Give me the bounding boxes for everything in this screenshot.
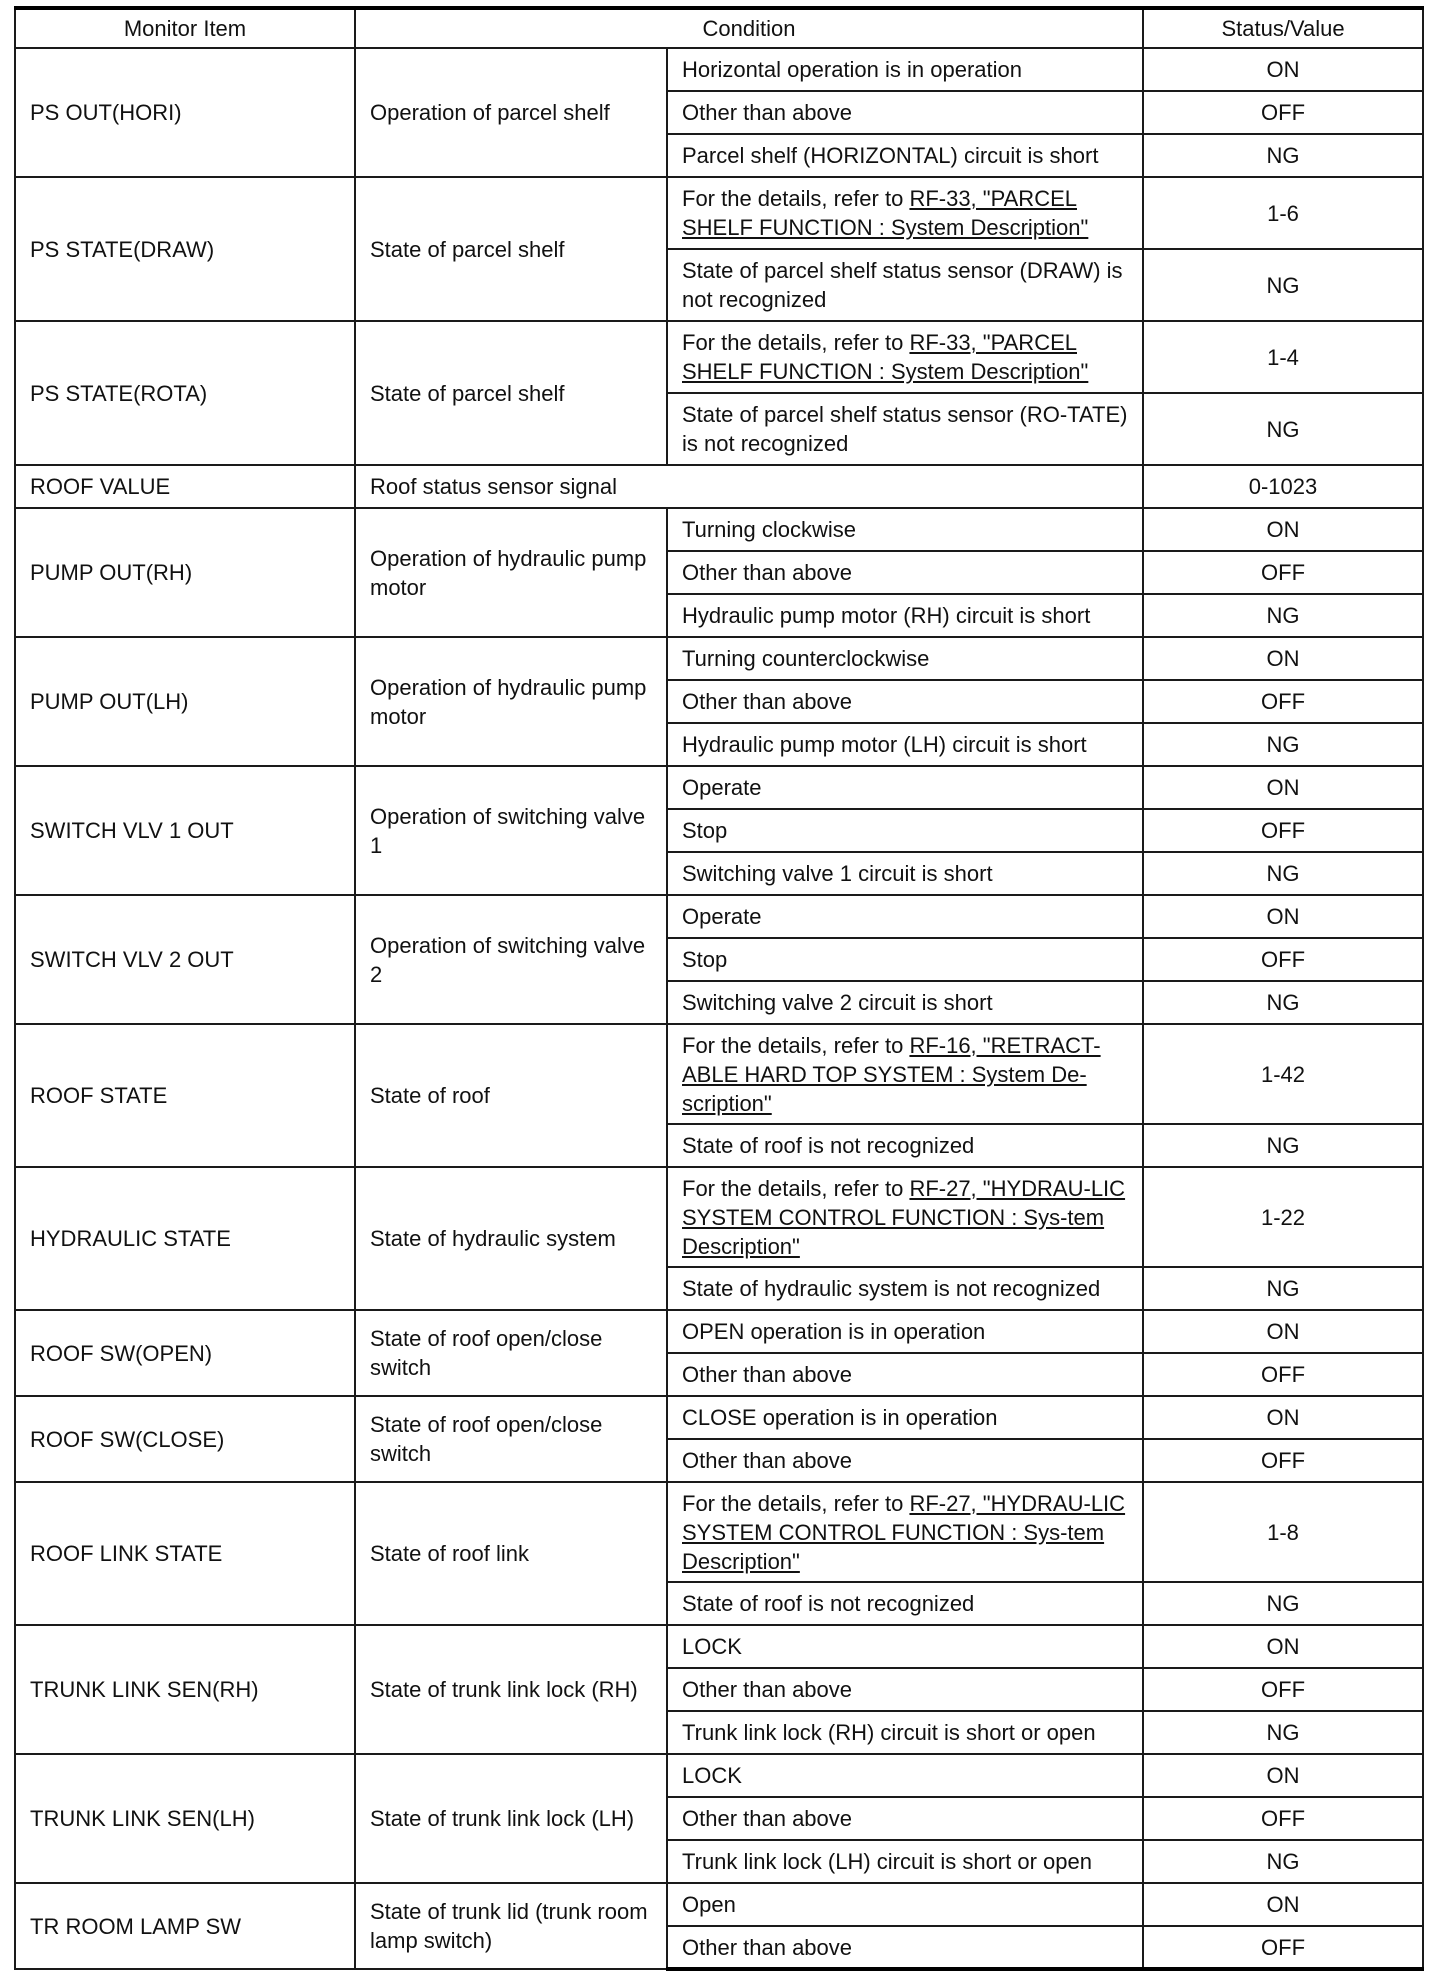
- value-cell: OFF: [1143, 91, 1423, 134]
- value-cell: NG: [1143, 393, 1423, 465]
- condition-cell: State of parcel shelf: [355, 177, 667, 321]
- detail-cell: OPEN operation is in operation: [667, 1310, 1143, 1353]
- reference-link[interactable]: RF-27, "HYDRAU-LIC SYSTEM CONTROL FUNCTION : Sys-tem Description": [682, 1175, 1126, 1259]
- detail-cell: Operate: [667, 895, 1143, 938]
- table-body: [15, 48, 1423, 1969]
- value-cell: 0-1023: [1143, 465, 1423, 508]
- detail-cell: Other than above: [667, 1668, 1143, 1711]
- condition-cell: State of trunk link lock (LH): [355, 1754, 667, 1883]
- table-row: [15, 1396, 1423, 1439]
- monitor-item-cell: HYDRAULIC STATE: [15, 1167, 355, 1310]
- value-cell: NG: [1143, 1582, 1423, 1625]
- value-cell: NG: [1143, 981, 1423, 1024]
- value-cell: NG: [1143, 852, 1423, 895]
- value-cell: OFF: [1143, 1439, 1423, 1482]
- value-cell: OFF: [1143, 938, 1423, 981]
- condition-cell: State of roof open/close switch: [355, 1396, 667, 1482]
- value-cell: NG: [1143, 1840, 1423, 1883]
- value-cell: 1-42: [1143, 1024, 1423, 1124]
- value-cell: NG: [1143, 723, 1423, 766]
- detail-cell: [667, 1482, 1143, 1582]
- value-cell: OFF: [1143, 1668, 1423, 1711]
- table-row: [15, 1883, 1423, 1926]
- detail-cell: State of roof is not recognized: [667, 1582, 1143, 1625]
- value-cell: OFF: [1143, 551, 1423, 594]
- monitor-item-cell: ROOF LINK STATE: [15, 1482, 355, 1625]
- detail-cell: State of parcel shelf status sensor (DRAW) is not recognized: [667, 249, 1143, 321]
- detail-cell: State of parcel shelf status sensor (RO-TATE) is not recognized: [667, 393, 1143, 465]
- header-row: [15, 8, 1423, 48]
- value-cell: NG: [1143, 134, 1423, 177]
- condition-cell: Operation of switching valve 2: [355, 895, 667, 1024]
- table-row: [15, 465, 1423, 508]
- table-row: [15, 1754, 1423, 1797]
- monitor-item-cell: ROOF STATE: [15, 1024, 355, 1167]
- detail-cell: Operate: [667, 766, 1143, 809]
- value-cell: NG: [1143, 249, 1423, 321]
- value-cell: ON: [1143, 508, 1423, 551]
- detail-cell: Switching valve 2 circuit is short: [667, 981, 1143, 1024]
- condition-cell: Operation of parcel shelf: [355, 48, 667, 177]
- detail-text: For the details, refer to: [682, 330, 910, 355]
- condition-cell: State of roof: [355, 1024, 667, 1167]
- header-status-value: Status/Value: [1143, 8, 1423, 48]
- detail-cell: State of roof is not recognized: [667, 1124, 1143, 1167]
- monitor-item-cell: ROOF SW(CLOSE): [15, 1396, 355, 1482]
- detail-cell: Turning clockwise: [667, 508, 1143, 551]
- monitor-item-cell: PS STATE(DRAW): [15, 177, 355, 321]
- detail-cell: Other than above: [667, 91, 1143, 134]
- monitor-item-cell: PUMP OUT(RH): [15, 508, 355, 637]
- condition-cell: Operation of hydraulic pump motor: [355, 508, 667, 637]
- value-cell: OFF: [1143, 1797, 1423, 1840]
- condition-cell: Operation of hydraulic pump motor: [355, 637, 667, 766]
- value-cell: NG: [1143, 594, 1423, 637]
- table-row: [15, 1024, 1423, 1124]
- condition-cell: State of parcel shelf: [355, 321, 667, 465]
- monitor-item-table: [14, 6, 1424, 1971]
- detail-cell: Trunk link lock (RH) circuit is short or open: [667, 1711, 1143, 1754]
- monitor-item-cell: ROOF SW(OPEN): [15, 1310, 355, 1396]
- table-row: [15, 48, 1423, 91]
- monitor-item-cell: PS OUT(HORI): [15, 48, 355, 177]
- value-cell: ON: [1143, 766, 1423, 809]
- detail-cell: Switching valve 1 circuit is short: [667, 852, 1143, 895]
- detail-cell: Open: [667, 1883, 1143, 1926]
- table-row: [15, 766, 1423, 809]
- detail-cell: Horizontal operation is in operation: [667, 48, 1143, 91]
- reference-link[interactable]: RF-27, "HYDRAU-LIC SYSTEM CONTROL FUNCTION : Sys-tem Description": [682, 1490, 1126, 1574]
- monitor-item-cell: ROOF VALUE: [15, 465, 355, 508]
- value-cell: NG: [1143, 1267, 1423, 1310]
- value-cell: OFF: [1143, 680, 1423, 723]
- detail-cell: [667, 1167, 1143, 1267]
- table-row: [15, 1310, 1423, 1353]
- value-cell: 1-8: [1143, 1482, 1423, 1582]
- detail-text: For the details, refer to: [682, 1175, 910, 1201]
- monitor-table-container: [14, 6, 1422, 1971]
- detail-cell: Other than above: [667, 1797, 1143, 1840]
- detail-cell: Other than above: [667, 1926, 1143, 1969]
- condition-cell: State of trunk lid (trunk room lamp switch): [355, 1883, 667, 1969]
- detail-cell: LOCK: [667, 1625, 1143, 1668]
- value-cell: ON: [1143, 1625, 1423, 1668]
- monitor-item-cell: SWITCH VLV 2 OUT: [15, 895, 355, 1024]
- table-row: [15, 508, 1423, 551]
- detail-cell: Other than above: [667, 1439, 1143, 1482]
- table-header: [15, 8, 1423, 48]
- monitor-item-cell: PS STATE(ROTA): [15, 321, 355, 465]
- value-cell: ON: [1143, 637, 1423, 680]
- value-cell: ON: [1143, 48, 1423, 91]
- table-row: [15, 321, 1423, 393]
- value-cell: ON: [1143, 1396, 1423, 1439]
- detail-cell: CLOSE operation is in operation: [667, 1396, 1143, 1439]
- reference-link[interactable]: RF-16, "RETRACT-ABLE HARD TOP SYSTEM : System De-scription": [682, 1032, 1101, 1116]
- detail-cell: [667, 1024, 1143, 1124]
- value-cell: NG: [1143, 1124, 1423, 1167]
- condition-cell: State of trunk link lock (RH): [355, 1625, 667, 1754]
- monitor-item-cell: SWITCH VLV 1 OUT: [15, 766, 355, 895]
- detail-text: For the details, refer to: [682, 1490, 910, 1516]
- detail-text: For the details, refer to: [682, 1032, 910, 1058]
- monitor-item-cell: TRUNK LINK SEN(LH): [15, 1754, 355, 1883]
- value-cell: NG: [1143, 1711, 1423, 1754]
- detail-cell: Hydraulic pump motor (LH) circuit is short: [667, 723, 1143, 766]
- value-cell: 1-6: [1143, 177, 1423, 249]
- detail-cell: State of hydraulic system is not recognized: [667, 1267, 1143, 1310]
- detail-cell: Parcel shelf (HORIZONTAL) circuit is short: [667, 134, 1143, 177]
- reference-link[interactable]: RF-33, "PARCEL SHELF FUNCTION : System Description": [682, 186, 1089, 240]
- detail-cell: Turning counterclockwise: [667, 637, 1143, 680]
- monitor-item-cell: TRUNK LINK SEN(RH): [15, 1625, 355, 1754]
- table-row: [15, 1482, 1423, 1582]
- value-cell: 1-4: [1143, 321, 1423, 393]
- detail-cell: Trunk link lock (LH) circuit is short or open: [667, 1840, 1143, 1883]
- reference-link[interactable]: RF-33, "PARCEL SHELF FUNCTION : System Description": [682, 330, 1089, 384]
- detail-cell: LOCK: [667, 1754, 1143, 1797]
- detail-text: For the details, refer to: [682, 186, 910, 211]
- detail-cell: Hydraulic pump motor (RH) circuit is short: [667, 594, 1143, 637]
- monitor-item-cell: TR ROOM LAMP SW: [15, 1883, 355, 1969]
- value-cell: ON: [1143, 1883, 1423, 1926]
- condition-cell: Roof status sensor signal: [355, 465, 1143, 508]
- detail-cell: [667, 177, 1143, 249]
- value-cell: ON: [1143, 895, 1423, 938]
- condition-cell: State of roof link: [355, 1482, 667, 1625]
- condition-cell: State of roof open/close switch: [355, 1310, 667, 1396]
- detail-cell: Other than above: [667, 1353, 1143, 1396]
- value-cell: OFF: [1143, 809, 1423, 852]
- condition-cell: State of hydraulic system: [355, 1167, 667, 1310]
- table-row: [15, 637, 1423, 680]
- condition-cell: Operation of switching valve 1: [355, 766, 667, 895]
- value-cell: OFF: [1143, 1353, 1423, 1396]
- detail-cell: Stop: [667, 809, 1143, 852]
- value-cell: OFF: [1143, 1926, 1423, 1969]
- table-row: [15, 895, 1423, 938]
- header-monitor-item: Monitor Item: [15, 8, 355, 48]
- value-cell: ON: [1143, 1310, 1423, 1353]
- value-cell: 1-22: [1143, 1167, 1423, 1267]
- detail-cell: Other than above: [667, 680, 1143, 723]
- detail-cell: Other than above: [667, 551, 1143, 594]
- table-row: [15, 1625, 1423, 1668]
- header-condition: Condition: [355, 8, 1143, 48]
- detail-cell: [667, 321, 1143, 393]
- value-cell: ON: [1143, 1754, 1423, 1797]
- monitor-item-cell: PUMP OUT(LH): [15, 637, 355, 766]
- table-row: [15, 177, 1423, 249]
- detail-cell: Stop: [667, 938, 1143, 981]
- table-row: [15, 1167, 1423, 1267]
